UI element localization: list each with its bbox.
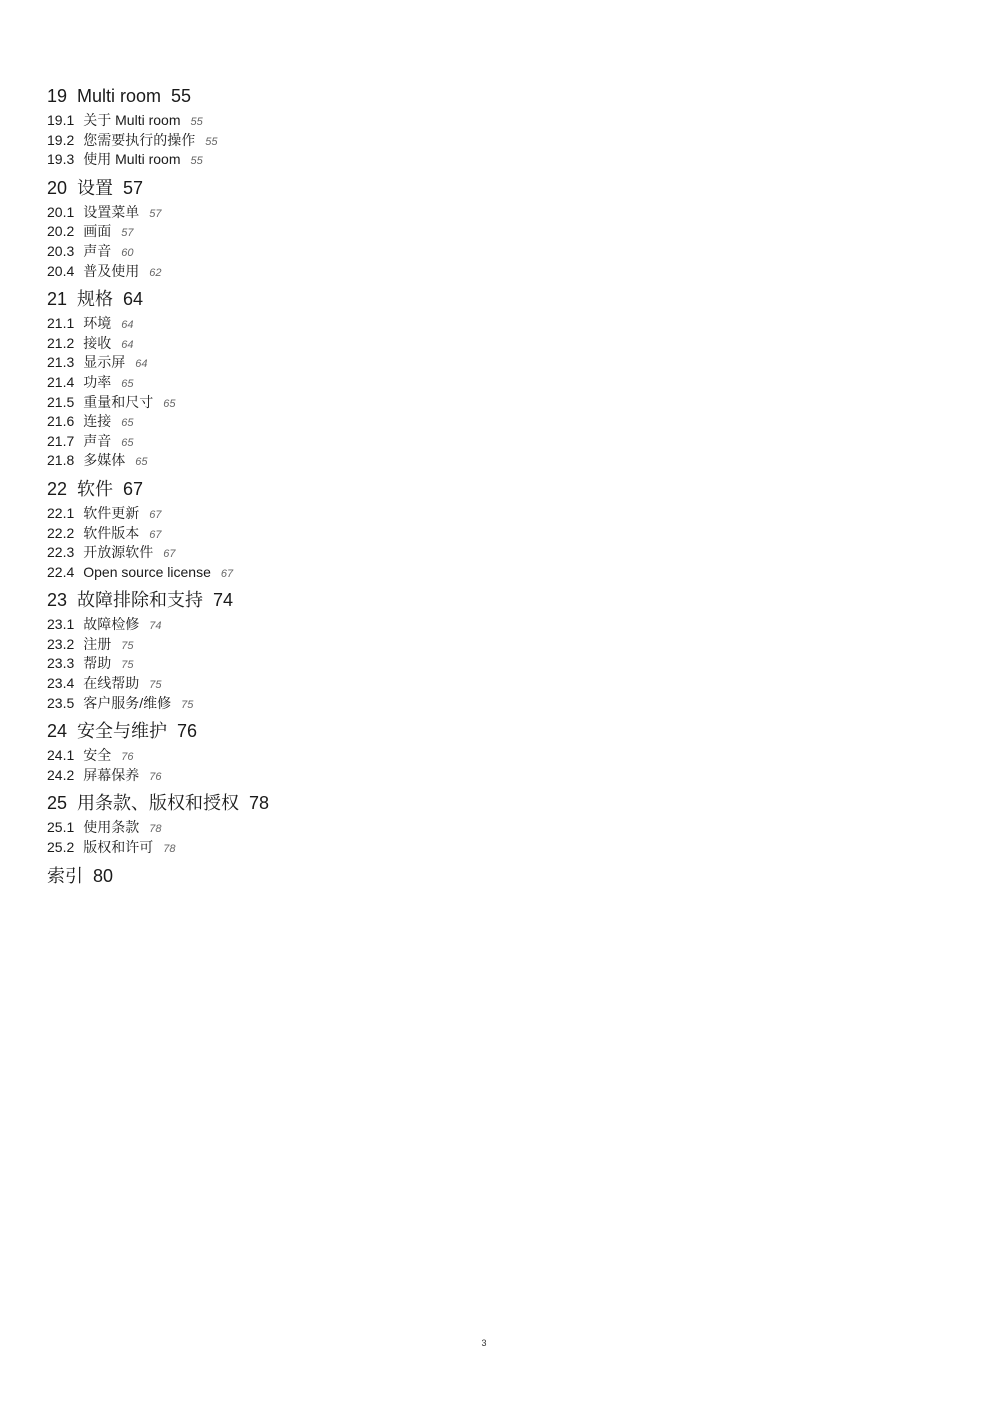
- toc-entry[interactable]: [47, 451, 647, 471]
- toc-section-heading[interactable]: [47, 176, 647, 200]
- toc-entry[interactable]: [47, 524, 647, 544]
- entry-title: 屏幕保养: [83, 766, 140, 783]
- entry-page: 62: [149, 266, 162, 279]
- entry-page: 55: [190, 116, 203, 128]
- entry-page: 64: [135, 358, 148, 371]
- entry-title: 您需要执行的操作: [83, 131, 196, 148]
- entry-title: 版权和许可: [83, 839, 154, 856]
- entry-title: 安全: [83, 747, 112, 764]
- toc-section: [47, 84, 647, 170]
- toc-section-heading[interactable]: [47, 477, 647, 501]
- section-page: 74: [213, 590, 234, 611]
- entry-title: 连接: [83, 413, 112, 430]
- entry-number: 21.3: [47, 354, 75, 371]
- toc-entry[interactable]: [47, 242, 647, 262]
- toc-section: [47, 287, 647, 471]
- entry-title: 声音: [83, 242, 112, 259]
- entry-title: 功率: [83, 373, 112, 390]
- entry-number: 22.1: [47, 504, 75, 521]
- entry-number: 23.3: [47, 655, 75, 672]
- entry-number: 23.2: [47, 635, 75, 652]
- entry-page: 65: [121, 377, 134, 390]
- toc-section: [47, 588, 647, 713]
- toc-entry[interactable]: [47, 818, 647, 838]
- table-of-contents: [47, 84, 647, 891]
- section-title: 故障排除和支持: [77, 590, 204, 611]
- entry-title: 在线帮助: [83, 675, 140, 692]
- section-number: 21: [47, 289, 68, 310]
- entry-title: 声音: [83, 432, 112, 449]
- section-number: 23: [47, 590, 68, 611]
- entry-number: 24.2: [47, 766, 75, 783]
- entry-title: 重量和尺寸: [83, 393, 154, 410]
- toc-entry[interactable]: [47, 334, 647, 354]
- section-title: 索引: [47, 865, 83, 886]
- section-title: Multi room: [77, 86, 162, 106]
- toc-entry[interactable]: [47, 262, 647, 282]
- entry-title: 注册: [83, 635, 112, 652]
- toc-section: [47, 477, 647, 582]
- entry-number: 21.6: [47, 413, 75, 430]
- section-title: 软件: [77, 478, 114, 499]
- entry-title: 软件更新: [83, 504, 140, 521]
- entry-page: 57: [149, 207, 162, 220]
- toc-entry[interactable]: [47, 111, 647, 131]
- toc-entry[interactable]: [47, 654, 647, 674]
- entry-page: 76: [121, 751, 134, 764]
- entry-title: 多媒体: [83, 452, 126, 469]
- entry-number: 21.1: [47, 315, 75, 332]
- toc-entry[interactable]: [47, 674, 647, 694]
- entry-page: 75: [181, 698, 194, 711]
- entry-number: 23.1: [47, 616, 75, 633]
- entry-page: 67: [149, 528, 162, 541]
- entry-title: 使用 Multi room: [83, 151, 181, 168]
- entry-number: 21.7: [47, 432, 75, 449]
- entry-page: 67: [220, 567, 234, 580]
- section-number: 20: [47, 177, 68, 198]
- toc-entry[interactable]: [47, 412, 647, 432]
- toc-section-heading[interactable]: [47, 864, 647, 888]
- section-title: 安全与维护: [77, 721, 168, 742]
- toc-entry[interactable]: [47, 543, 647, 563]
- entry-page: 57: [121, 227, 134, 240]
- entry-number: 25.1: [47, 819, 75, 836]
- entry-title: 帮助: [83, 655, 112, 672]
- toc-section: [47, 791, 647, 857]
- entry-number: 20.1: [47, 203, 75, 220]
- entry-number: 22.4: [47, 563, 75, 580]
- entry-page: 65: [121, 436, 134, 449]
- entry-title: 使用条款: [83, 819, 140, 836]
- entry-number: 24.1: [47, 747, 75, 764]
- toc-entry[interactable]: [47, 353, 647, 373]
- entry-number: 20.2: [47, 223, 75, 240]
- toc-entry[interactable]: [47, 373, 647, 393]
- section-number: 22: [47, 478, 68, 499]
- entry-number: 21.8: [47, 452, 75, 469]
- entry-page: 75: [121, 659, 134, 672]
- toc-entry[interactable]: [47, 766, 647, 786]
- entry-number: 20.4: [47, 262, 75, 279]
- toc-entry[interactable]: [47, 203, 647, 223]
- entry-title: 软件版本: [83, 524, 140, 541]
- entry-page: 65: [121, 417, 134, 430]
- section-page: 78: [249, 793, 270, 814]
- entry-number: 21.2: [47, 334, 75, 351]
- toc-section: [47, 176, 647, 281]
- section-page: 55: [171, 86, 192, 106]
- entry-number: 23.5: [47, 694, 75, 711]
- toc-entry[interactable]: [47, 150, 647, 170]
- entry-page: 74: [149, 620, 162, 633]
- entry-page: 64: [121, 319, 134, 332]
- toc-entry[interactable]: [47, 504, 647, 524]
- toc-section-heading[interactable]: [47, 84, 647, 108]
- toc-section-heading[interactable]: [47, 791, 647, 815]
- toc-section: [47, 864, 647, 888]
- entry-page: 67: [149, 508, 162, 521]
- entry-title: 环境: [83, 315, 112, 332]
- entry-title: Open source license: [83, 563, 211, 580]
- page-number: 3: [481, 1338, 487, 1348]
- section-number: 25: [47, 793, 68, 814]
- entry-number: 19.2: [47, 131, 75, 148]
- toc-entry[interactable]: [47, 222, 647, 242]
- entry-title: 故障检修: [83, 616, 140, 633]
- toc-entry[interactable]: [47, 131, 647, 151]
- entry-page: 55: [190, 155, 203, 168]
- entry-page: 67: [163, 548, 176, 561]
- entry-number: 19.1: [47, 112, 75, 128]
- section-number: 24: [47, 721, 68, 742]
- entry-page: 55: [205, 135, 218, 148]
- entry-title: 关于 Multi room: [83, 112, 181, 128]
- toc-entry[interactable]: [47, 746, 647, 766]
- section-page: 67: [123, 478, 144, 499]
- toc-entry[interactable]: [47, 615, 647, 635]
- entry-page: 76: [149, 770, 162, 783]
- toc-entry[interactable]: [47, 694, 647, 714]
- entry-number: 25.2: [47, 839, 75, 856]
- toc-section: [47, 719, 647, 785]
- entry-number: 22.3: [47, 544, 75, 561]
- entry-page: 65: [163, 397, 176, 410]
- entry-title: 画面: [83, 223, 112, 240]
- entry-title: 接收: [83, 334, 112, 351]
- entry-title: 显示屏: [83, 354, 126, 371]
- entry-number: 23.4: [47, 675, 75, 692]
- toc-entry[interactable]: [47, 314, 647, 334]
- entry-page: 78: [163, 843, 176, 856]
- toc-section-heading[interactable]: [47, 287, 647, 311]
- entry-number: 19.3: [47, 151, 75, 168]
- toc-entry[interactable]: [47, 563, 647, 583]
- section-number: 19: [47, 86, 68, 106]
- entry-page: 64: [121, 338, 134, 351]
- section-title: 用条款、版权和授权: [77, 793, 240, 814]
- entry-number: 22.2: [47, 524, 75, 541]
- entry-title: 设置菜单: [83, 203, 140, 220]
- entry-number: 20.3: [47, 242, 75, 259]
- entry-page: 60: [121, 246, 134, 259]
- toc-section-heading[interactable]: [47, 719, 647, 743]
- section-title: 设置: [77, 177, 114, 198]
- toc-section-heading[interactable]: [47, 588, 647, 612]
- entry-page: 75: [149, 679, 162, 692]
- toc-entry[interactable]: [47, 432, 647, 452]
- section-page: 57: [123, 177, 144, 198]
- entry-number: 21.5: [47, 393, 75, 410]
- toc-entry[interactable]: [47, 838, 647, 858]
- entry-page: 65: [135, 456, 148, 469]
- entry-title: 普及使用: [83, 262, 140, 279]
- section-page: 64: [123, 289, 144, 310]
- entry-number: 21.4: [47, 373, 75, 390]
- entry-page: 75: [121, 639, 134, 652]
- section-title: 规格: [77, 289, 114, 310]
- section-page: 76: [177, 721, 198, 742]
- entry-page: 78: [149, 823, 162, 836]
- entry-title: 客户服务/维修: [83, 694, 172, 711]
- toc-entry[interactable]: [47, 635, 647, 655]
- entry-title: 开放源软件: [83, 544, 154, 561]
- toc-entry[interactable]: [47, 393, 647, 413]
- section-page: 80: [93, 865, 114, 886]
